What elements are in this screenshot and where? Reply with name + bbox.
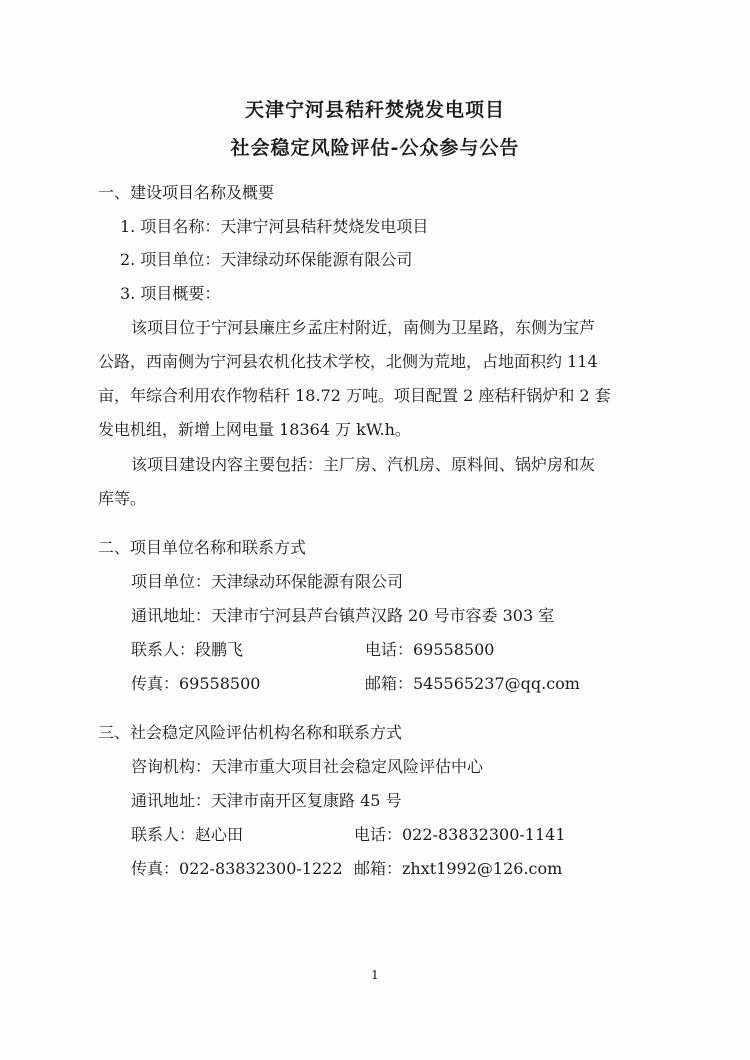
section1-project-name: 1. 项目名称：天津宁河县秸秆焚烧发电项目 [120,217,429,236]
overview-para1-line1: 该项目位于宁河县廉庄乡孟庄村附近，南侧为卫星路，东侧为宝芦 [131,318,596,337]
section1-heading: 一、建设项目名称及概要 [98,183,275,202]
section3-heading: 三、社会稳定风险评估机构名称和联系方式 [98,723,403,742]
overview-para2-line1: 该项目建设内容主要包括：主厂房、汽机房、原料间、锅炉房和灰 [131,455,596,474]
overview-para1-line3: 亩，年综合利用农作物秸秆 18.72 万吨。项目配置 2 座秸秆锅炉和 2 套 [98,386,611,405]
section2-address: 通讯地址：天津市宁河县芦台镇芦汉路 20 号市容委 303 室 [131,606,555,625]
section2-fax: 传真：69558500 [131,674,261,693]
overview-para2-line2: 库等。 [98,489,147,508]
section1-overview-label: 3. 项目概要： [120,284,221,303]
section2-unit: 项目单位：天津绿动环保能源有限公司 [131,572,404,591]
section3-agency: 咨询机构：天津市重大项目社会稳定风险评估中心 [131,757,484,776]
section2-contact: 联系人：段鹏飞 [131,640,244,659]
section2-heading: 二、项目单位名称和联系方式 [98,538,307,557]
section2-email: 邮箱：545565237@qq.com [365,674,580,693]
document-title-line2: 社会稳定风险评估-公众参与公告 [230,137,520,159]
section3-contact: 联系人：赵心田 [131,825,244,844]
overview-para1-line4: 发电机组，新增上网电量 18364 万 kW.h。 [98,420,411,439]
section3-address: 通讯地址：天津市南开区复康路 45 号 [131,791,402,810]
section3-phone: 电话：022-83832300-1141 [354,825,566,844]
section3-email: 邮箱：zhxt1992@126.com [354,859,563,878]
section2-phone: 电话：69558500 [365,640,495,659]
section3-fax: 传真：022-83832300-1222 [131,859,343,878]
section1-project-unit: 2. 项目单位：天津绿动环保能源有限公司 [120,250,413,269]
overview-para1-line2: 公路，西南侧为宁河县农机化技术学校，北侧为荒地，占地面积约 114 [98,352,598,371]
page-number: 1 [371,968,379,982]
document-title-line1: 天津宁河县秸秆焚烧发电项目 [244,99,505,121]
